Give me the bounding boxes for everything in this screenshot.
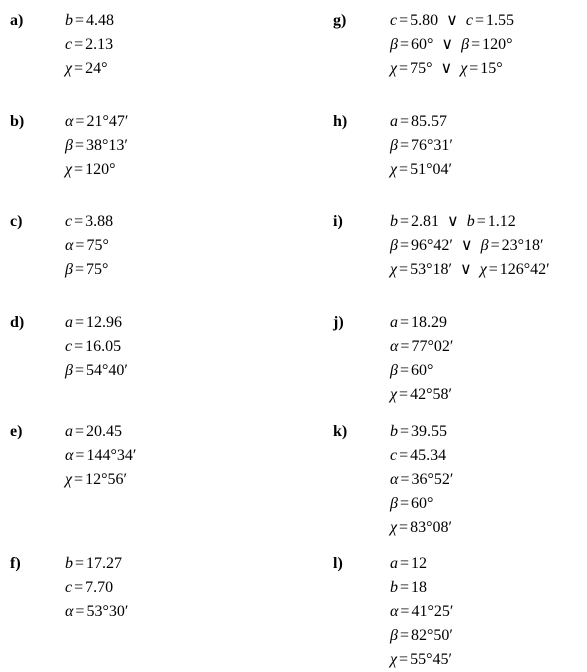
answer-line	[390, 110, 453, 134]
problem-label: c)	[10, 213, 23, 230]
equals-sign: =	[74, 261, 84, 278]
variable: β	[390, 362, 398, 379]
value: 38°13′	[86, 137, 128, 154]
answer-line	[65, 444, 136, 468]
answer-line	[390, 468, 453, 492]
value: 1.12	[487, 213, 516, 230]
or-symbol: ∨	[459, 261, 472, 278]
problem-label: k)	[333, 423, 348, 440]
answer-lines	[390, 110, 453, 182]
variable: χ	[390, 519, 398, 536]
equals-sign: =	[400, 471, 410, 488]
variable: χ	[390, 261, 398, 278]
answer-line	[390, 9, 514, 33]
variable: χ	[479, 261, 487, 278]
value: 2.81	[411, 213, 440, 230]
equals-sign: =	[75, 603, 85, 620]
equals-sign: =	[399, 60, 409, 77]
variable: α	[390, 471, 399, 488]
equals-sign: =	[75, 423, 85, 440]
equals-sign: =	[488, 261, 498, 278]
value: 144°34′	[86, 447, 137, 464]
answer-line	[390, 444, 453, 468]
value: 55°45′	[410, 651, 452, 668]
equals-sign: =	[74, 338, 84, 355]
problem-label: l)	[333, 555, 343, 572]
variable: b	[65, 12, 73, 29]
equals-sign: =	[74, 213, 84, 230]
problem-label: b)	[10, 113, 25, 130]
answer-line	[390, 600, 453, 624]
value: 120°	[85, 161, 116, 178]
or-symbol: ∨	[460, 237, 473, 254]
equals-sign: =	[471, 36, 481, 53]
answer-lines	[65, 110, 128, 182]
answer-line	[390, 359, 453, 383]
equals-sign: =	[399, 519, 409, 536]
answer-line	[65, 576, 128, 600]
value: 3.88	[85, 213, 114, 230]
equals-sign: =	[74, 137, 84, 154]
variable: χ	[390, 386, 398, 403]
value: 51°04′	[410, 161, 452, 178]
equals-sign: =	[399, 261, 409, 278]
problem-label: h)	[333, 113, 348, 130]
variable: c	[65, 579, 73, 596]
problem-label: f)	[10, 555, 21, 572]
variable: β	[390, 137, 398, 154]
answer-line	[390, 492, 453, 516]
equals-sign: =	[75, 555, 85, 572]
value: 18.29	[411, 314, 448, 331]
answer-line	[390, 624, 453, 648]
problem-label: j)	[333, 314, 344, 331]
equals-sign: =	[400, 603, 410, 620]
answer-line	[390, 210, 550, 234]
variable: χ	[65, 60, 73, 77]
variable: c	[65, 36, 73, 53]
equals-sign: =	[399, 12, 409, 29]
answer-line	[390, 576, 453, 600]
value: 16.05	[85, 338, 122, 355]
variable: χ	[65, 161, 73, 178]
answer-lines	[65, 311, 128, 383]
value: 42°58′	[410, 386, 452, 403]
variable: b	[466, 213, 475, 230]
value: 60°	[411, 362, 434, 379]
value: 96°42′	[411, 237, 453, 254]
equals-sign: =	[400, 213, 410, 230]
answer-lines	[390, 552, 453, 672]
answer-line	[390, 234, 550, 258]
answer-line	[65, 335, 128, 359]
value: 4.48	[86, 12, 115, 29]
answer-lines	[390, 311, 453, 407]
value: 20.45	[86, 423, 123, 440]
equals-sign: =	[75, 12, 85, 29]
variable: χ	[390, 161, 398, 178]
variable: α	[65, 237, 74, 254]
variable: β	[480, 237, 489, 254]
variable: β	[65, 261, 73, 278]
equals-sign: =	[490, 237, 500, 254]
answer-lines	[390, 9, 514, 81]
equals-sign: =	[399, 137, 409, 154]
variable: χ	[390, 651, 398, 668]
value: 17.27	[86, 555, 123, 572]
variable: α	[390, 338, 399, 355]
value: 45.34	[410, 447, 447, 464]
equals-sign: =	[75, 314, 85, 331]
equals-sign: =	[399, 627, 409, 644]
value: 1.55	[486, 12, 514, 29]
equals-sign: =	[74, 579, 84, 596]
value: 12°56′	[85, 471, 127, 488]
answer-lines	[65, 9, 114, 81]
equals-sign: =	[74, 471, 84, 488]
variable: α	[390, 603, 399, 620]
value: 120°	[482, 36, 513, 53]
problem-label: i)	[333, 213, 343, 230]
value: 82°50′	[411, 627, 453, 644]
answer-line	[65, 57, 114, 81]
or-symbol: ∨	[446, 12, 458, 29]
equals-sign: =	[74, 36, 84, 53]
variable: β	[390, 495, 398, 512]
variable: β	[65, 137, 73, 154]
equals-sign: =	[74, 362, 84, 379]
variable: β	[65, 362, 73, 379]
variable: b	[390, 423, 398, 440]
answer-line	[390, 516, 453, 540]
answer-line	[65, 420, 136, 444]
variable: b	[65, 555, 73, 572]
answer-line	[390, 57, 514, 81]
answer-line	[65, 258, 113, 282]
answer-line	[65, 234, 113, 258]
variable: a	[65, 314, 73, 331]
equals-sign: =	[75, 447, 85, 464]
variable: χ	[390, 60, 398, 77]
variable: a	[390, 555, 398, 572]
variable: b	[390, 213, 398, 230]
value: 53°30′	[86, 603, 129, 620]
variable: a	[390, 314, 398, 331]
equals-sign: =	[399, 36, 409, 53]
answer-line	[65, 134, 128, 158]
value: 12.96	[86, 314, 123, 331]
variable: c	[390, 447, 398, 464]
equals-sign: =	[399, 651, 409, 668]
answer-line	[65, 311, 128, 335]
equals-sign: =	[399, 386, 409, 403]
equals-sign: =	[74, 161, 84, 178]
answer-lines	[390, 420, 453, 540]
equals-sign: =	[75, 113, 85, 130]
answer-lines	[65, 552, 128, 624]
answer-line	[65, 158, 128, 182]
equals-sign: =	[400, 555, 410, 572]
or-symbol: ∨	[440, 60, 453, 77]
answer-line	[390, 311, 453, 335]
variable: c	[65, 213, 73, 230]
equals-sign: =	[400, 338, 410, 355]
value: 2.13	[85, 36, 114, 53]
equals-sign: =	[476, 213, 486, 230]
value: 75°	[86, 261, 109, 278]
equals-sign: =	[399, 237, 409, 254]
value: 12	[411, 555, 428, 572]
problem-label: e)	[10, 423, 23, 440]
problem-label: d)	[10, 314, 25, 331]
variable: c	[65, 338, 73, 355]
equals-sign: =	[400, 423, 410, 440]
or-symbol: ∨	[447, 213, 459, 230]
value: 5.80	[410, 12, 439, 29]
answer-line	[390, 335, 453, 359]
value: 53°18′	[410, 261, 452, 278]
answer-line	[390, 158, 453, 182]
variable: β	[390, 627, 398, 644]
variable: α	[65, 447, 74, 464]
variable: β	[390, 237, 398, 254]
variable: a	[390, 113, 398, 130]
value: 39.55	[411, 423, 448, 440]
answer-line	[390, 258, 550, 282]
value: 7.70	[85, 579, 114, 596]
value: 60°	[411, 36, 434, 53]
answer-line	[65, 600, 128, 624]
value: 41°25′	[411, 603, 454, 620]
equals-sign: =	[400, 579, 410, 596]
equals-sign: =	[75, 237, 85, 254]
variable: b	[390, 579, 398, 596]
answer-line	[65, 210, 113, 234]
or-symbol: ∨	[441, 36, 454, 53]
equals-sign: =	[399, 161, 409, 178]
variable: a	[65, 423, 73, 440]
equals-sign: =	[399, 447, 409, 464]
value: 24°	[85, 60, 108, 77]
equals-sign: =	[400, 113, 410, 130]
answer-line	[65, 552, 128, 576]
value: 21°47′	[86, 113, 129, 130]
answer-line	[390, 33, 514, 57]
problem-label: g)	[333, 12, 347, 29]
equals-sign: =	[469, 60, 479, 77]
value: 83°08′	[410, 519, 452, 536]
answer-lines	[65, 420, 136, 492]
answer-line	[65, 110, 128, 134]
equals-sign: =	[399, 362, 409, 379]
variable: c	[465, 12, 473, 29]
answer-line	[390, 552, 453, 576]
value: 60°	[411, 495, 434, 512]
answer-line	[65, 359, 128, 383]
answer-line	[390, 134, 453, 158]
value: 36°52′	[411, 471, 454, 488]
answer-lines	[65, 210, 113, 282]
value: 75°	[86, 237, 109, 254]
answer-line	[390, 420, 453, 444]
value: 54°40′	[86, 362, 128, 379]
value: 23°18′	[501, 237, 544, 254]
value: 76°31′	[411, 137, 453, 154]
equals-sign: =	[400, 314, 410, 331]
answer-line	[65, 33, 114, 57]
variable: β	[390, 36, 398, 53]
value: 15°	[480, 60, 503, 77]
variable: α	[65, 113, 74, 130]
variable: c	[390, 12, 398, 29]
variable: χ	[460, 60, 468, 77]
answer-line	[65, 468, 136, 492]
value: 77°02′	[411, 338, 454, 355]
variable: α	[65, 603, 74, 620]
equals-sign: =	[74, 60, 84, 77]
variable: β	[461, 36, 470, 53]
answer-line	[390, 648, 453, 672]
variable: χ	[65, 471, 73, 488]
value: 18	[411, 579, 428, 596]
value: 126°42′	[499, 261, 550, 278]
equals-sign: =	[474, 12, 484, 29]
value: 85.57	[411, 113, 448, 130]
equals-sign: =	[399, 495, 409, 512]
value: 75°	[410, 60, 433, 77]
problem-label: a)	[10, 12, 24, 29]
answer-lines	[390, 210, 550, 282]
answer-line	[65, 9, 114, 33]
answer-line	[390, 383, 453, 407]
